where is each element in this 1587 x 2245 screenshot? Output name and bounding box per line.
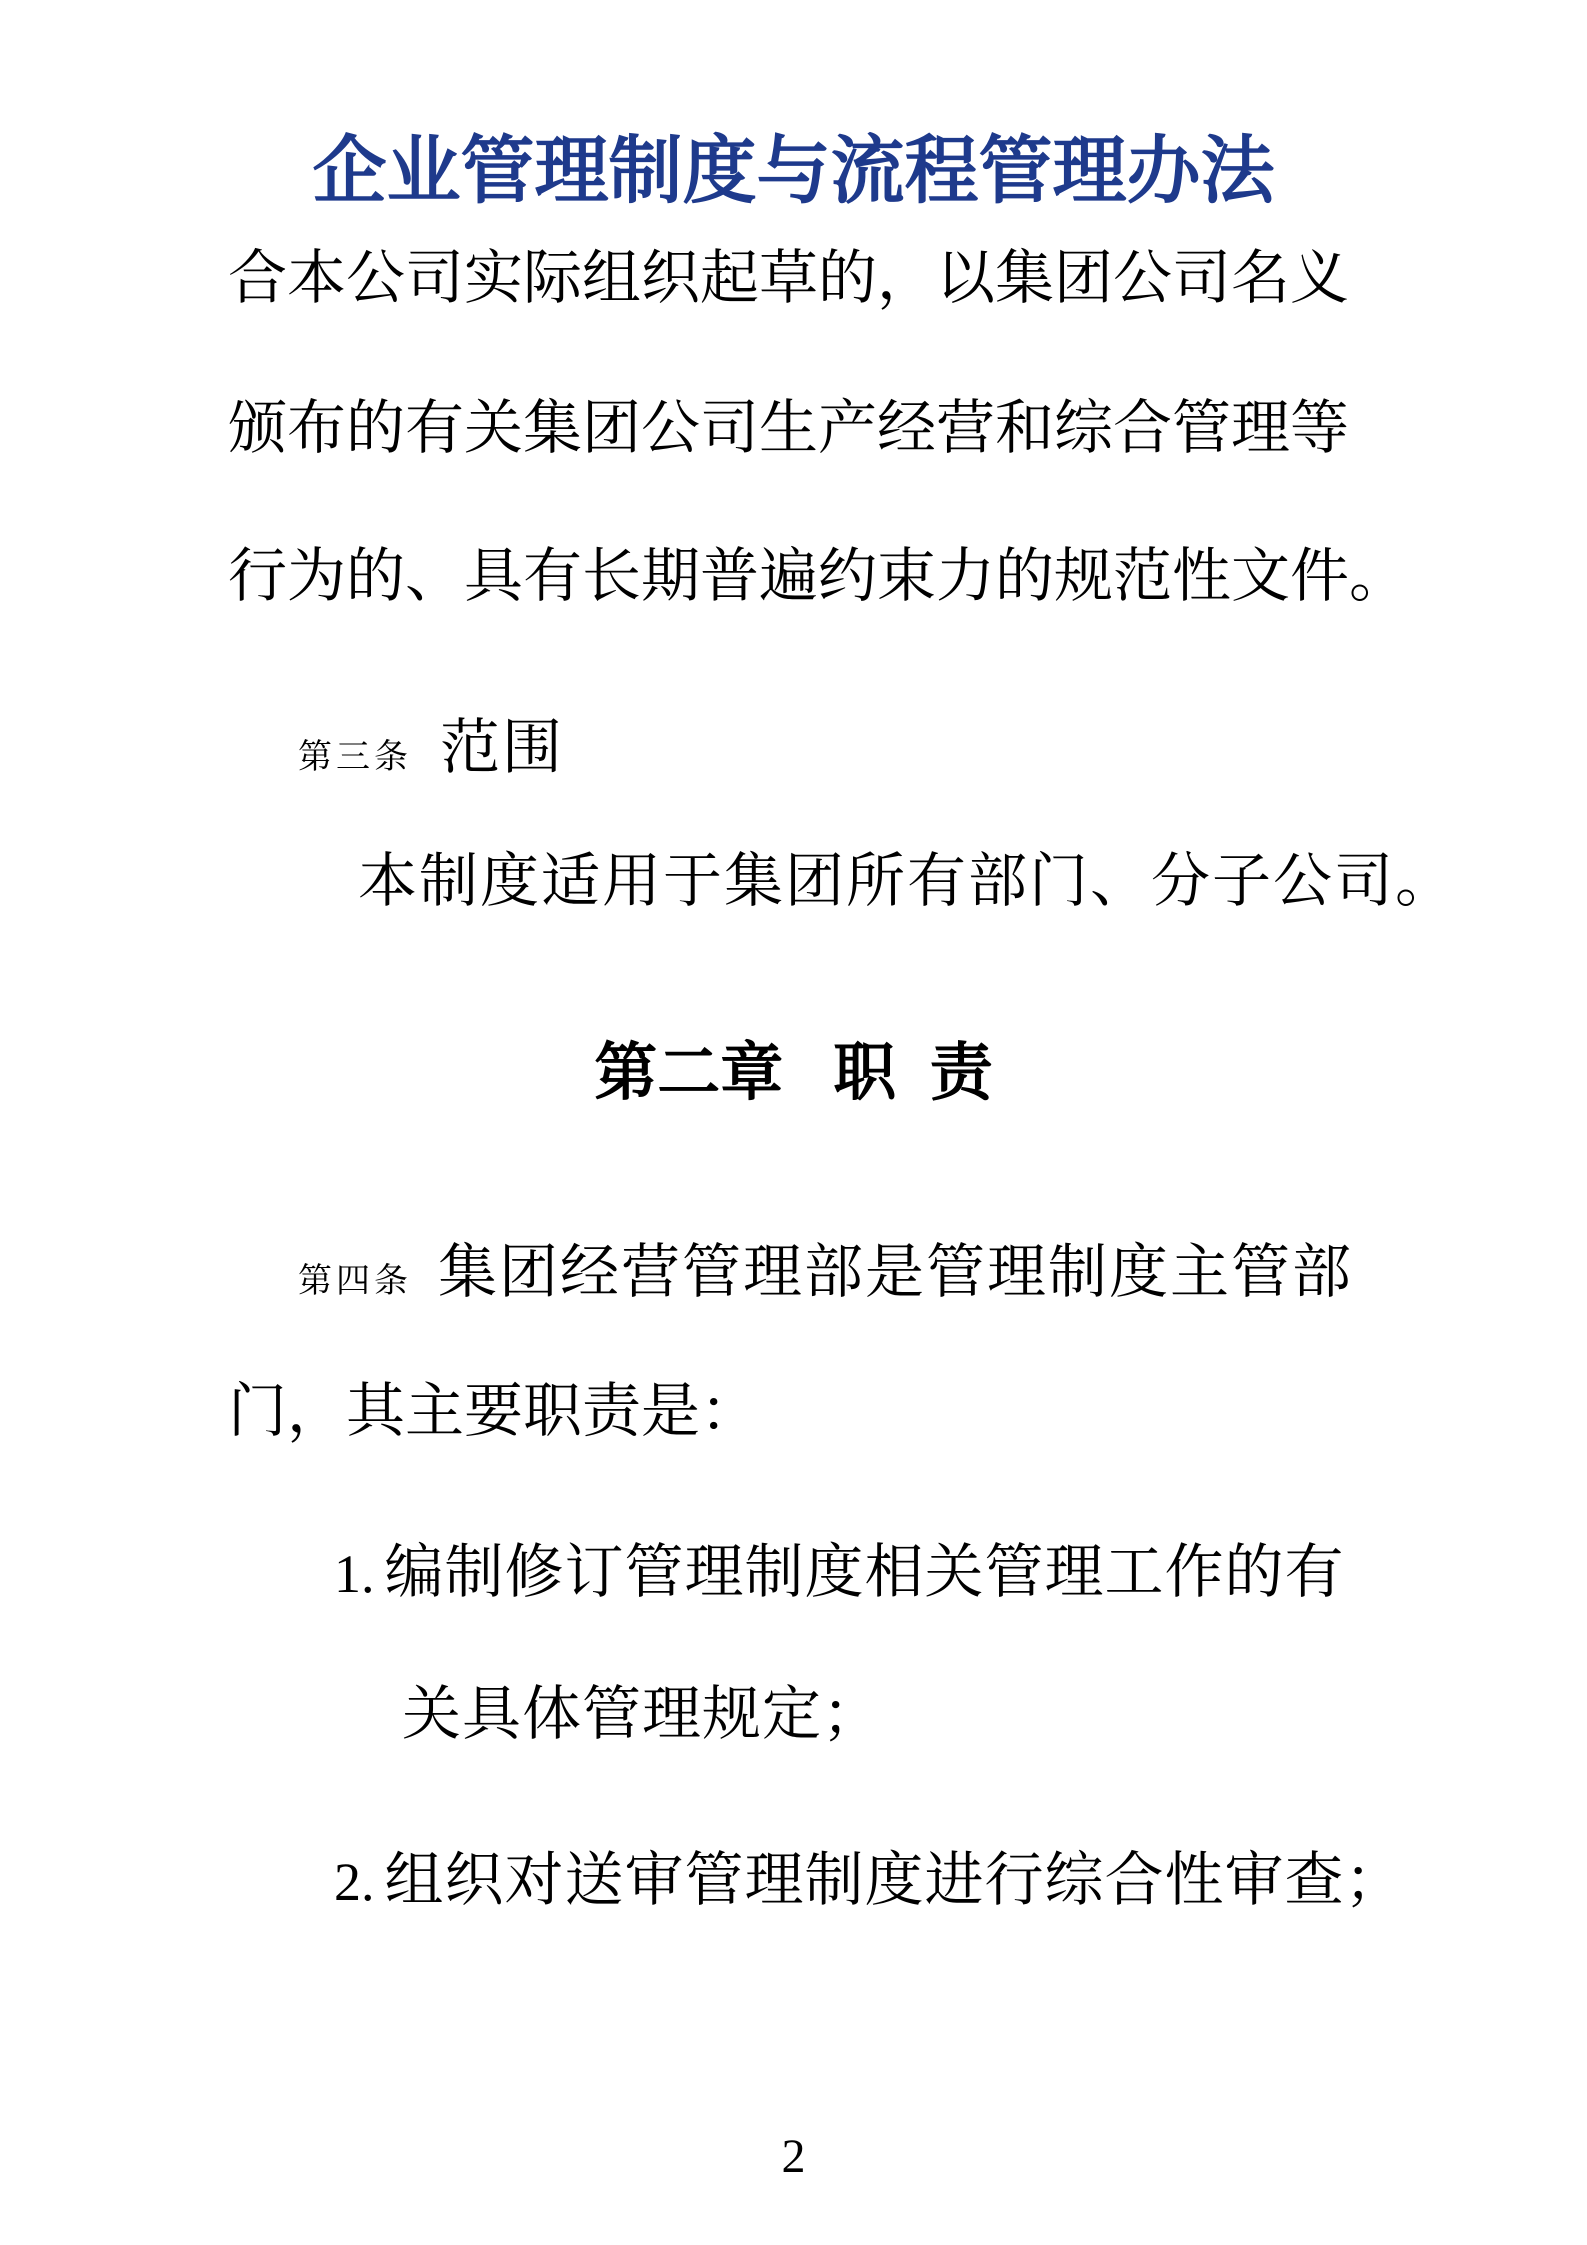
document-title: 企业管理制度与流程管理办法 <box>312 129 1275 212</box>
duty-item-2 <box>334 1832 1405 1917</box>
page-number: 2 <box>781 2130 806 2183</box>
duty2-line1: 组织对送审管理制度进行综合性审查； <box>384 1847 1405 1913</box>
article3-label: 第三条 <box>298 739 412 776</box>
paragraph1-line3: 行为的、具有长期普遍约束力的规范性文件。 <box>228 543 1409 609</box>
duty1-line1: 编制修订管理制度相关管理工作的有 <box>384 1539 1345 1605</box>
paragraph1-line1: 合本公司实际组织起草的，以集团公司名义 <box>228 245 1350 311</box>
article4-line2: 门，其主要职责是： <box>228 1378 760 1444</box>
article3-heading: 范围 <box>440 714 564 781</box>
article3-body: 本制度适用于集团所有部门、分子公司。 <box>358 848 1457 914</box>
duty2-number: 2. <box>334 1852 375 1912</box>
article4-line1: 集团经营管理部是管理制度主管部 <box>438 1239 1354 1305</box>
chapter2-title: 职 责 <box>833 1038 993 1108</box>
article4-row <box>298 1224 1353 1309</box>
duty1-number: 1. <box>334 1544 375 1604</box>
chapter2-label: 第二章 <box>594 1038 784 1108</box>
article4-label: 第四条 <box>298 1263 412 1300</box>
duty1-line2: 关具体管理规定； <box>402 1681 883 1747</box>
chapter2-heading <box>0 1040 1587 1106</box>
duty-item-1 <box>334 1524 1345 1609</box>
article3-heading-row <box>298 700 564 786</box>
paragraph1-line2: 颁布的有关集团公司生产经营和综合管理等 <box>228 395 1350 461</box>
